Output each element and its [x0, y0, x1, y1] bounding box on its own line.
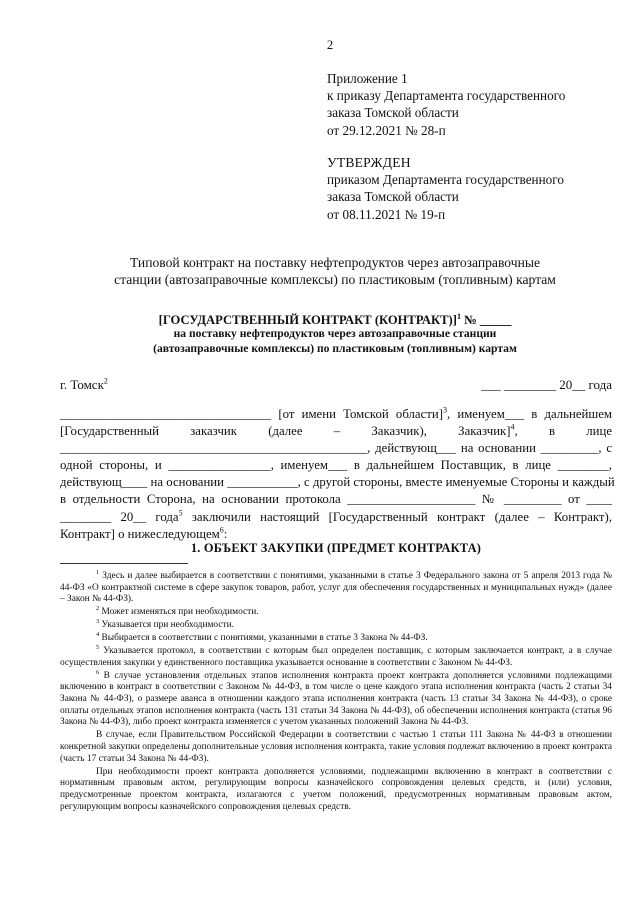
footnote-number: 1 — [96, 568, 100, 576]
preamble — [60, 405, 615, 543]
footnote — [60, 668, 612, 730]
approval-line: заказа Томской области — [327, 189, 459, 205]
preamble-text: одной стороны, и ________________, именуем___ в дальнейшем Поставщик, в лице ________, — [60, 458, 612, 473]
approval-block — [327, 154, 564, 223]
footnote — [60, 620, 612, 632]
footnote — [60, 643, 612, 669]
footnote-text: Указывается при необходимости. — [99, 620, 234, 631]
footnote — [60, 568, 612, 606]
appendix-line: Приложение 1 — [327, 71, 408, 86]
appendix-line: от 29.12.2021 № 28-п — [327, 122, 446, 138]
footnote-number: 2 — [96, 605, 100, 613]
preamble-line — [60, 423, 612, 440]
document-title — [70, 254, 600, 288]
preamble-text: [Государственный заказчик (далее – Заказчик), Заказчик] — [60, 424, 511, 439]
preamble-text: ________ 20__ года — [60, 509, 179, 524]
contract-title — [70, 313, 600, 356]
contract-number: № _____ — [460, 313, 512, 327]
footnote-number: 4 — [96, 630, 100, 638]
preamble-text: , именуем___ в дальнейшем — [446, 407, 612, 421]
footnote — [60, 607, 612, 619]
document-title-line: станции (автозаправочные комплексы) по пластиковым (топливным) картам — [114, 272, 556, 287]
footnote-ref: 5 — [178, 508, 183, 518]
preamble-text: ________________________________________________, действующ___ на основании _________, с — [60, 441, 612, 456]
approval-line: от 08.11.2021 № 19-п — [327, 206, 446, 222]
contract-title-line: на поставку нефтепродуктов через автозаправочные станции — [173, 327, 497, 341]
contract-title-line — [70, 313, 600, 327]
preamble-text: , в лице — [514, 424, 612, 439]
preamble-line — [60, 457, 612, 474]
footnote-text: В случае, если Правительством Российской Федерации в соответствии с частью 1 статьи 111 Закона № 44-ФЗ в отношении конкретной закупки определены дополнительные условия исполнения контракта, такие условия подлежат включению в проект контракта (часть 17 статьи 34 Закона № 44-ФЗ). — [60, 730, 613, 764]
contract-title-line: (автозаправочные комплексы) по пластиковым (топливным) картам — [153, 341, 517, 355]
city-date-row — [60, 377, 612, 393]
footnote — [60, 730, 612, 765]
preamble-text: _________________________________ [от имени Томской области] — [60, 407, 443, 421]
document-title-line: Типовой контракт на поставку нефтепродуктов через автозаправочные — [129, 255, 541, 270]
city — [60, 377, 108, 392]
preamble-text: в отдельности Сторона, на основании протокола ____________________ № _________ от ____ — [60, 492, 612, 507]
appendix-block — [327, 70, 565, 139]
footnote-ref: 6 — [219, 525, 224, 535]
footnote-ref: 1 — [456, 311, 461, 321]
appendix-line: заказа Томской области — [327, 105, 459, 121]
contract-title-text: [ГОСУДАРСТВЕННЫЙ КОНТРАКТ (КОНТРАКТ)] — [158, 313, 457, 327]
footnote-separator — [60, 563, 188, 564]
footnote-number: 3 — [96, 618, 100, 626]
preamble-line — [60, 406, 612, 423]
footnote-text: Указывается протокол, в соответствии с которым был определен поставщик, с которым заключается контракт, а в случае осуществления закупки у единственного поставщика указывается основание в соответствии с Законом № 44-ФЗ. — [60, 645, 612, 668]
approval-line: приказом Департамента государственного — [327, 172, 564, 188]
footnotes — [60, 568, 613, 815]
city-name: г. Томск — [60, 377, 104, 392]
appendix-line: к приказу Департамента государственного — [327, 88, 566, 104]
approval-heading: УТВЕРЖДЕН — [327, 155, 411, 170]
footnote-number: 6 — [96, 668, 100, 676]
preamble-text: действующ____ на основании ___________, с другой стороны, вместе именуемые Стороны и каждый — [60, 475, 615, 490]
preamble-line — [60, 491, 612, 508]
footnote-text: Здесь и далее выбирается в соответствии с понятиями, указанными в статье 3 Федерального закона от 5 апреля 2013 года № 44-ФЗ «О контрактной системе в сфере закупок товаров, работ, услуг для обеспечения государственных и муниципальных нужд» (далее – Закон № 44-ФЗ). — [60, 571, 612, 605]
preamble-line — [60, 474, 615, 491]
preamble-line — [60, 440, 612, 457]
preamble-text: Контракт] о нижеследующем — [60, 526, 220, 541]
footnote-number: 5 — [96, 643, 100, 651]
footnote — [60, 767, 612, 814]
section-heading: 1. ОБЪЕКТ ЗАКУПКИ (ПРЕДМЕТ КОНТРАКТА) — [190, 541, 482, 555]
preamble-text: заключили настоящий [Государственный контракт (далее – Контракт), — [182, 509, 612, 524]
contract-date: ___ ________ 20__ года — [481, 377, 612, 392]
footnote-text: При необходимости проект контракта дополняется условиями, подлежащими включению в контракт в соответствии с нормативным правовым актом, регулирующим вопросы казначейского сопровождения целевых средств, и (или) условия, предусмотренные проектом контракта, излагаются с учетом положений, предусмотренных нормативным правовым актом, регулирующим вопросы казначейского сопровождения целевых средств. — [60, 766, 612, 812]
footnote-ref: 3 — [442, 405, 447, 415]
page-number: 2 — [326, 38, 334, 52]
footnote-ref: 2 — [103, 376, 108, 386]
preamble-text: : — [223, 526, 228, 541]
footnote-text: Может изменяться при необходимости. — [99, 607, 259, 618]
footnote-ref: 4 — [510, 422, 515, 432]
preamble-line — [60, 509, 612, 526]
footnote-text: В случае установления отдельных этапов исполнения контракта проект контракта дополняется условиями подлежащими включению в контракт в соответствии с Законом № 44-ФЗ, в том числе о цене каждого этапа исполнения контракта (часть 2 статьи 34 Закона № 44-ФЗ), о размере аванса в отношении каждого этапа исполнения контракта (часть 13 статьи 34 Закона № 44-ФЗ), о сроке оплаты отдельных этапов исполнения контракта (часть 131 статьи 34 Закона № 44-ФЗ), об обеспечении исполнения контракта (статья 96 Закона № 44-ФЗ), либо проект контракта изменяется с учетом указанных положений Закона № 44-ФЗ. — [60, 670, 612, 728]
footnote-text: Выбирается в соответствии с понятиями, указанными в статье 3 Закона № 44-ФЗ. — [99, 633, 428, 644]
footnote — [60, 630, 612, 645]
